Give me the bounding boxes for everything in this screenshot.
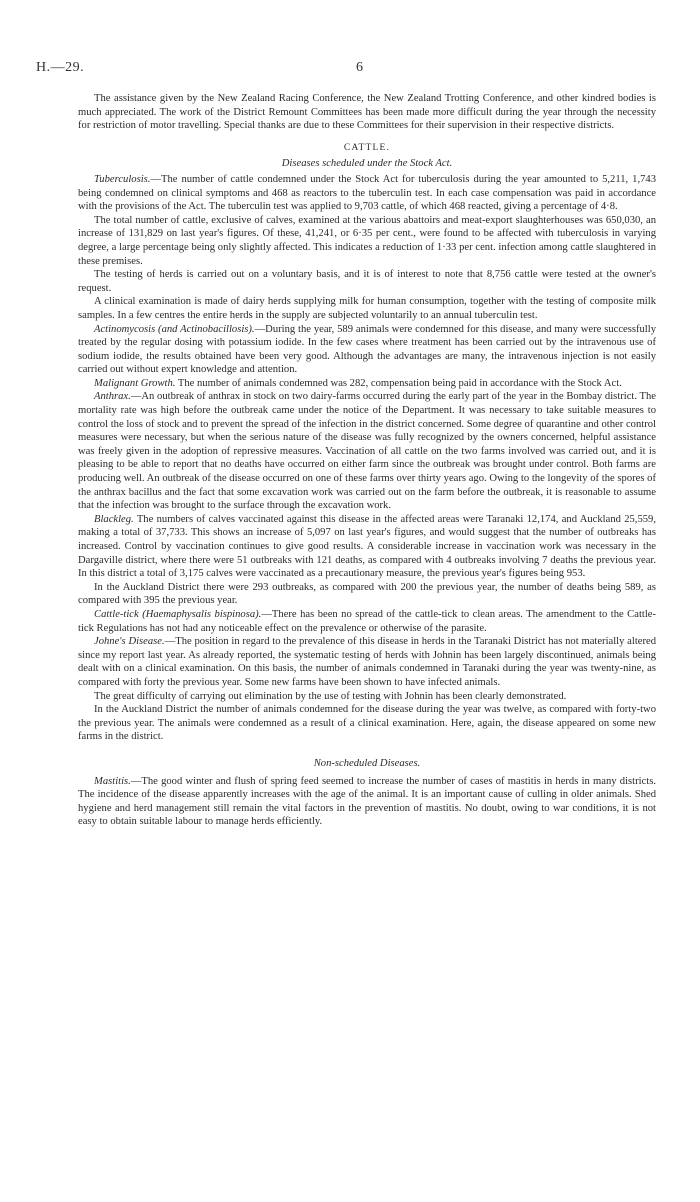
tuberculosis-paragraph-2: The total number of cattle, exclusive of calves, examined at the various abattoirs and meat-export slaughterhouses was 650,030, an increase of 131,829 on last year's figures. Of these, 41,241, or 6·35 per cent., were found to be affected with tuberculosis in varying degree, a large percentage being only slightly affected. This indicates a reduction of 1·33 per cent. infection among cattle slaughtered in these premises. — [78, 214, 656, 267]
tuberculosis-paragraph-3: The testing of herds is carried out on a voluntary basis, and it is of interest to note that 8,756 cattle were tested at the owner's request. — [78, 269, 656, 294]
cattle-tick-paragraph — [78, 608, 656, 635]
johnes-paragraph-3: In the Auckland District the number of animals condemned for the disease during the year was twelve, as compared with forty-two the previous year. The animals were condemned as a result of a clinical examination. Here, again, the disease appeared on some new farms in the district. — [78, 704, 656, 743]
johnes-text-1: —The position in regard to the prevalence of this disease in herds in the Taranaki District has not materially altered since my report last year. As already reported, the systematic testing of herds with Johnin has been largely discontinued, animals being dealt with on a clinical examination. On this basis, the number of animals condemned in Taranaki during the year was twenty-nine, as compared with forty the previous year. Some new farms have been shown to have infected animals. — [78, 636, 656, 688]
tuberculosis-label: Tuberculosis. — [94, 173, 151, 185]
mastitis-label: Mastitis. — [94, 775, 131, 787]
mastitis-paragraph — [78, 775, 656, 829]
non-scheduled-diseases-heading: Non-scheduled Diseases. — [313, 757, 421, 769]
scheduled-diseases-subheading: Diseases scheduled under the Stock Act. — [281, 158, 453, 170]
blackleg-paragraph-1 — [78, 513, 656, 581]
mastitis-text: —The good winter and flush of spring feed seemed to increase the number of cases of mastitis in herds in many districts. The incidence of the disease apparently increases with the age of the animal. It is an important cause of culling in older animals. Shed hygiene and herd management still remain the vital factors in the prevention of mastitis. No doubt, owing to war conditions, it is not easy to obtain suitable labour to manage herds efficiently. — [78, 775, 656, 828]
tuberculosis-paragraph-4: A clinical examination is made of dairy herds supplying milk for human consumption, together with the testing of composite milk samples. In a few centres the entire herds in the supply are subjected voluntarily to an annual tuberculin test. — [78, 296, 656, 321]
actinomycosis-paragraph — [78, 323, 656, 377]
johnes-label: Johne's Disease. — [94, 636, 165, 648]
tuberculosis-paragraph-1 — [78, 173, 656, 214]
page-header — [36, 60, 656, 82]
report-body — [78, 92, 656, 829]
malignant-growth-label: Malignant Growth. — [94, 377, 176, 389]
blackleg-paragraph-2: In the Auckland District there were 293 outbreaks, as compared with 200 the previous year, the number of deaths being 589, as compared with 395 the previous year. — [78, 581, 656, 607]
blackleg-label: Blackleg. — [94, 513, 134, 525]
cattle-tick-label: Cattle-tick (Haemaphysalis bispinosa). — [94, 608, 262, 620]
intro-paragraph: The assistance given by the New Zealand Racing Conference, the New Zealand Trotting Conference, and other kindred bodies is much appreciated. The work of the District Remount Committees has been made more difficult during the year through the necessity for restriction of motor travelling. Special thanks are due to these Committees for their supervision in their respective districts. — [78, 93, 656, 132]
anthrax-paragraph — [78, 390, 656, 512]
johnes-paragraph-2: The great difficulty of carrying out elimination by the use of testing with Johnin has been clearly demonstrated. — [94, 690, 567, 702]
tuberculosis-text-1: —The number of cattle condemned under the Stock Act for tuberculosis during the year amounted to 5,211, 1,743 being condemned on clinical symptoms and 468 as reactors to the tuberculin test. In each case compensation was paid in accordance with the provisions of the Act. The tuberculin test was applied to 9,703 cattle, of which 468 reacted, giving a percentage of 4·8. — [78, 173, 656, 213]
cattle-tick-text: —There has been no spread of the cattle-tick to clean areas. The amendment to the Cattle-tick Regulations has not had any noticeable effect on the prevalence or otherwise of the parasite. — [78, 608, 657, 634]
page-number: 6 — [356, 60, 363, 75]
actinomycosis-label: Actinomycosis (and Actinobacillosis). — [94, 323, 255, 335]
blackleg-text-1: The numbers of calves vaccinated against this disease in the affected areas were Taranaki 12,174, and Auckland 25,559, making a total of 37,733. This shows an increase of 5,097 on last year's figures, and would suggest that the number of outbreaks has increased. Control by vaccination continues to give good results. A considerable increase in vaccination work was necessary in the Dargaville district, where there were 51 outbreaks with 121 deaths, as compared with 4 outbreaks involving 7 deaths the previous year. In this district a total of 3,175 calves were vaccinated as a precautionary measure, the previous year's figures being 953. — [78, 513, 656, 580]
johnes-paragraph-1 — [78, 635, 656, 689]
anthrax-text: —An outbreak of anthrax in stock on two dairy-farms occurred during the early part of the year in the Bombay district. The mortality rate was high before the outbreak came under the notice of the Department. It was necessary to take suitable measures to control the loss of stock and to prevent the spread of the infection in the district concerned. Some degree of quarantine and other control measures were necessary, but when the serious nature of the disease was fully recognized by the owners concerned, helpful assistance was freely given in the adoption of repressive measures. Vaccination of all cattle on the two farms involved was carried out, and it is pleasing to be able to report that no deaths have occurred on either farm since the outbreak was brought under control. Both farms are producing well. An outbreak of the disease occurred on one of these farms over thirty years ago. Owing to the longevity of the spores of the anthrax bacillus and the fact that some excavation work was carried out on the farm before the outbreak, it is reasonable to assume that the infection was brought to the surface through the excavation work. — [78, 391, 656, 512]
document-reference: H.—29. — [36, 60, 85, 75]
anthrax-label: Anthrax. — [94, 391, 131, 403]
malignant-growth-text: The number of animals condemned was 282, compensation being paid in accordance with the Stock Act. — [175, 377, 622, 389]
actinomycosis-text: —During the year, 589 animals were condemned for this disease, and many were successfully treated by the regular dosing with potassium iodide. In the few cases where treatment has been carried out by the intravenous use of sodium iodide, the results obtained have been very good. Although the advantages are many, the intravenous injection is not easily carried out without expert knowledge and attention. — [78, 323, 656, 376]
cattle-heading: CATTLE. — [343, 142, 391, 153]
report-page — [36, 60, 657, 829]
malignant-growth-paragraph — [78, 377, 656, 391]
